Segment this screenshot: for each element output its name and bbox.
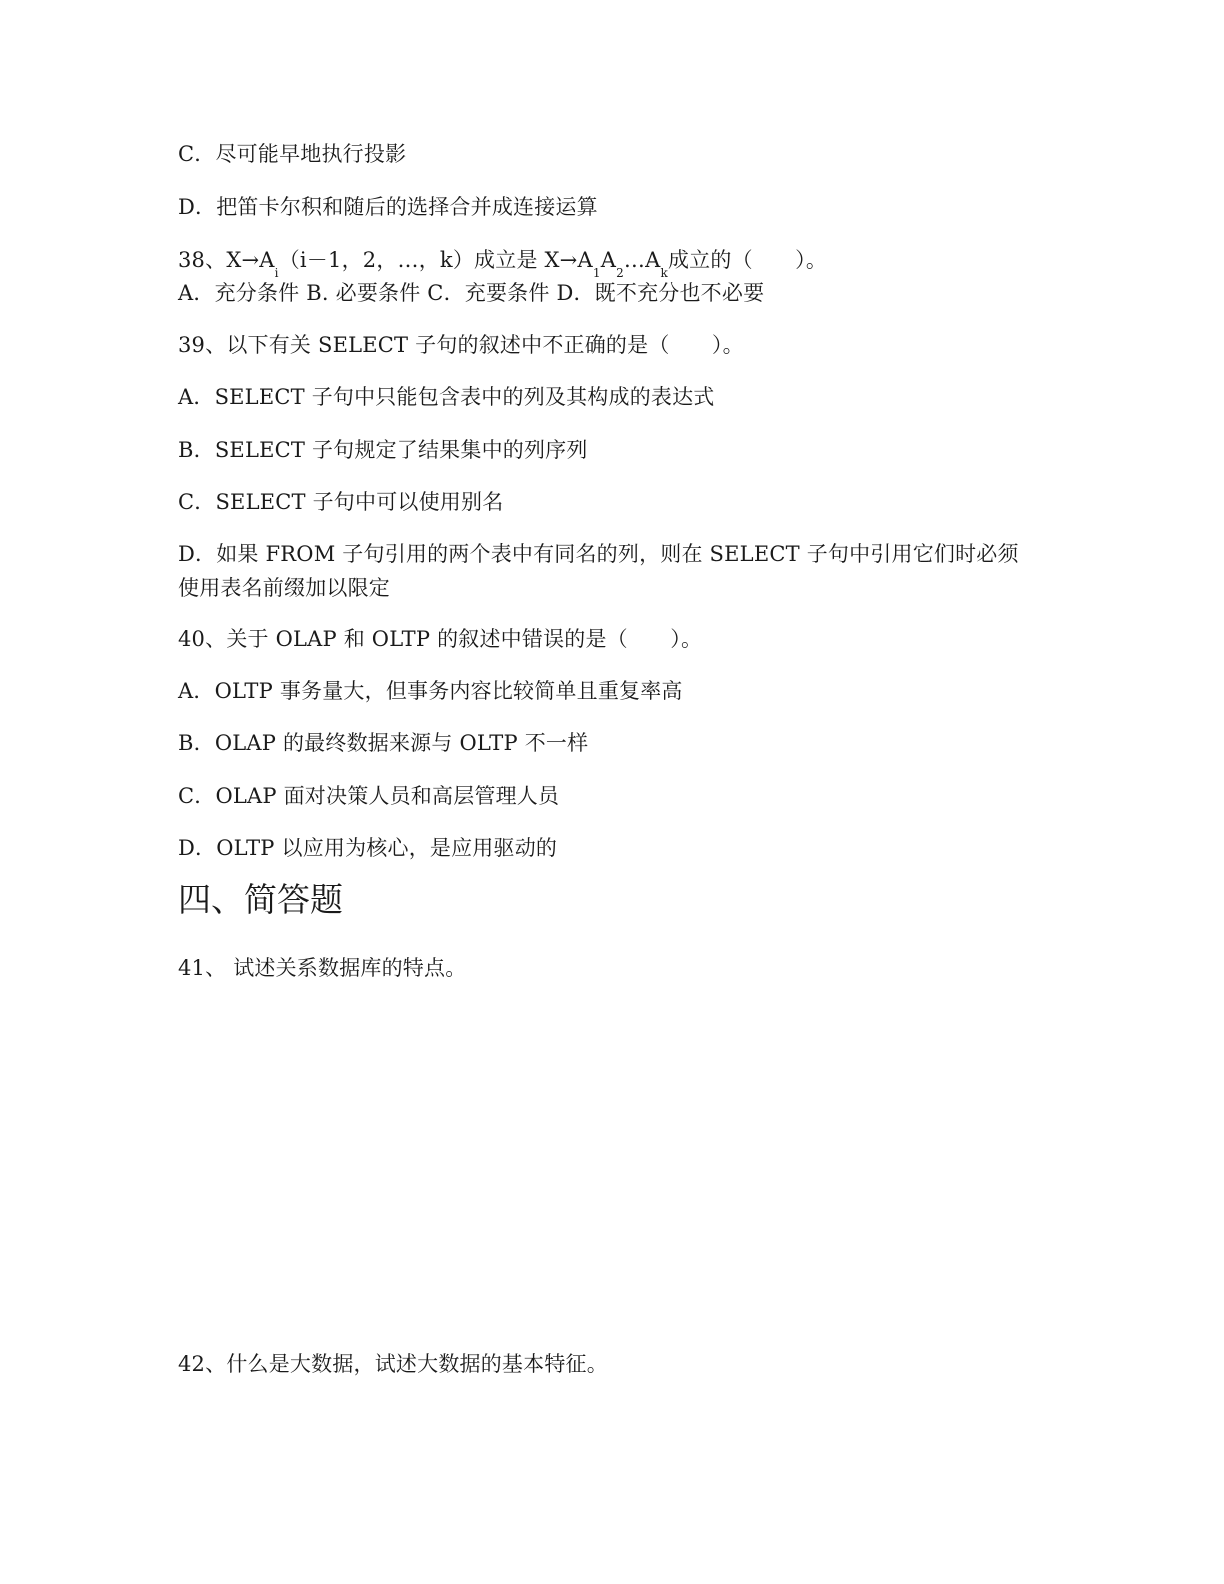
subscript: i (274, 266, 279, 280)
q40-option-b: B．OLAP 的最终数据来源与 OLTP 不一样 (178, 731, 589, 755)
q37-option-c: C．尽可能早地执行投影 (178, 142, 407, 166)
q39-option-d: D．如果 FROM 子句引用的两个表中有同名的列，则在 SELECT 子句中引用它们时必须使用表名前缀加以限定 (178, 542, 1019, 600)
q38-stem-part: A (600, 248, 617, 272)
q40-option-d: D．OLTP 以应用为核心，是应用驱动的 (178, 836, 558, 860)
q38-stem (178, 247, 828, 280)
q42-stem: 42、什么是大数据，试述大数据的基本特征。 (178, 1352, 608, 1376)
q38-stem-part: 成立的（ ）。 (667, 248, 828, 272)
q40-option-a: A．OLTP 事务量大，但事务内容比较简单且重复率高 (178, 679, 683, 703)
q38-stem-part: …A (623, 248, 661, 272)
subscript: 2 (616, 266, 624, 280)
q37-option-d: D．把笛卡尔积和随后的选择合并成连接运算 (178, 195, 598, 219)
q38-options: A．充分条件 B. 必要条件 C．充要条件 D．既不充分也不必要 (178, 281, 765, 305)
q38-stem-part: 38、X→A (178, 248, 275, 272)
q39-option-c: C．SELECT 子句中可以使用别名 (178, 490, 504, 514)
subscript: 1 (592, 266, 601, 280)
q39-option-a: A．SELECT 子句中只能包含表中的列及其构成的表达式 (178, 385, 715, 409)
q38-stem-part: （i－1，2，…，k）成立是 X→A (278, 248, 593, 272)
q39-stem: 39、以下有关 SELECT 子句的叙述中不正确的是（ ）。 (178, 333, 744, 357)
section-title: 四、简答题 (178, 880, 343, 919)
q40-stem: 40、关于 OLAP 和 OLTP 的叙述中错误的是（ ）。 (178, 627, 703, 651)
q40-option-c: C．OLAP 面对决策人员和高层管理人员 (178, 784, 560, 808)
q39-option-b: B．SELECT 子句规定了结果集中的列序列 (178, 438, 588, 462)
q41-stem: 41、 试述关系数据库的特点。 (178, 956, 467, 980)
subscript: k (660, 266, 668, 280)
